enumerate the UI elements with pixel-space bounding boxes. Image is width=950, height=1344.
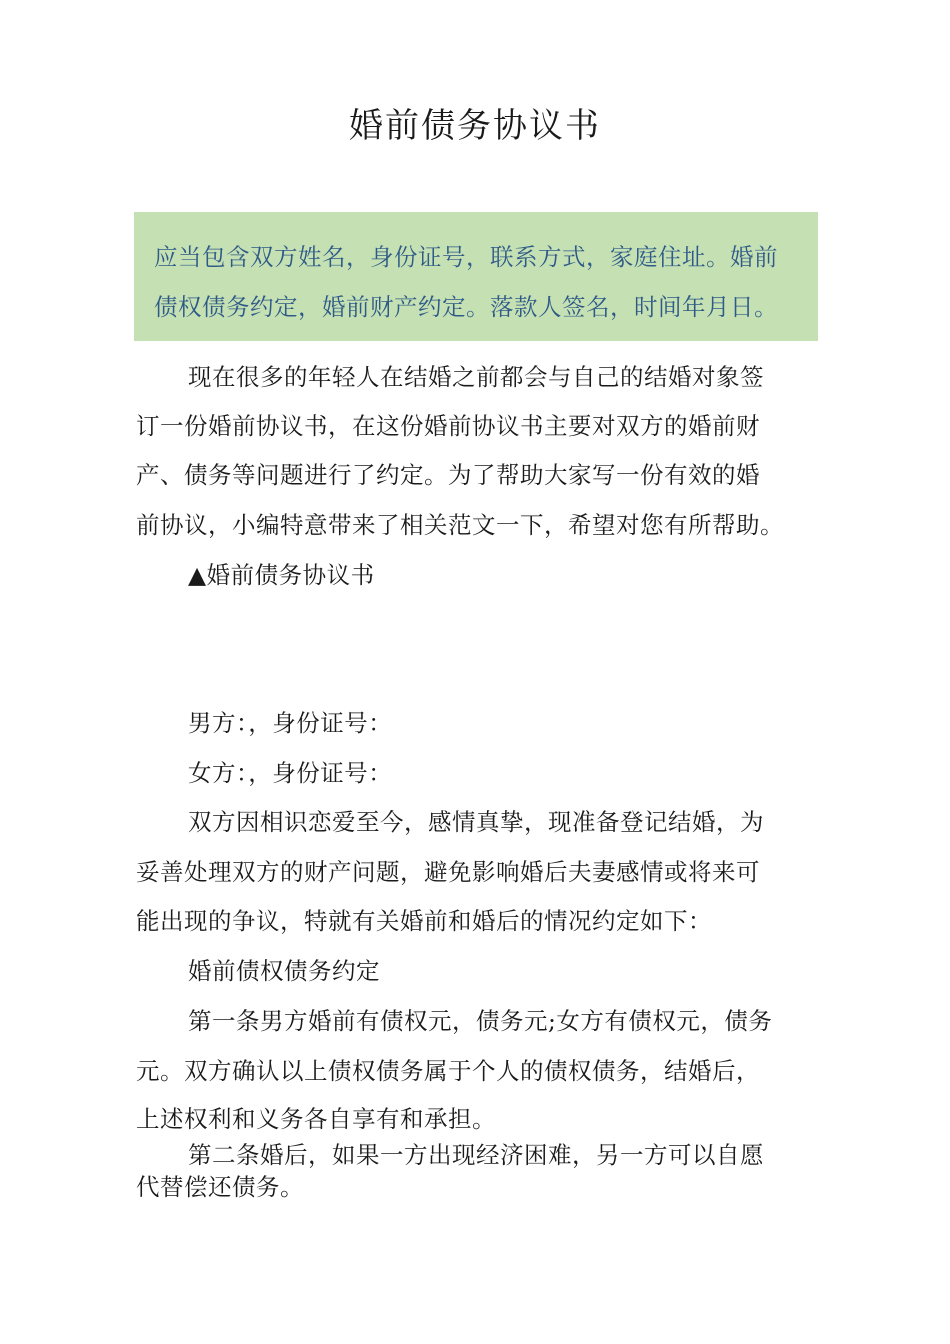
section-marker: ▲婚前债务协议书 bbox=[188, 561, 375, 589]
article-2-line: 代替偿还债务。 bbox=[136, 1173, 304, 1201]
article-1-line: 元。双方确认以上债权债务属于个人的债权债务，结婚后， bbox=[136, 1057, 760, 1085]
note-line: 债权债务约定，婚前财产约定。落款人签名，时间年月日。 bbox=[154, 293, 778, 321]
article-1-line: 第一条男方婚前有债权元，债务元;女方有债权元，债务 bbox=[188, 1007, 773, 1035]
note-line: 应当包含双方姓名，身份证号，联系方式，家庭住址。婚前 bbox=[154, 243, 778, 271]
female-party-line: 女方：，身份证号： bbox=[188, 759, 393, 787]
preamble-line: 能出现的争议，特就有关婚前和婚后的情况约定如下： bbox=[136, 907, 712, 935]
intro-line: 产、债务等问题进行了约定。为了帮助大家写一份有效的婚 bbox=[136, 461, 760, 489]
article-2-line: 第二条婚后，如果一方出现经济困难，另一方可以自愿 bbox=[188, 1141, 764, 1169]
article-1-line: 上述权利和义务各自享有和承担。 bbox=[136, 1105, 496, 1133]
document-title: 婚前债务协议书 bbox=[349, 106, 601, 146]
section-heading: 婚前债权债务约定 bbox=[188, 957, 380, 985]
template-note-box bbox=[134, 212, 818, 341]
intro-line: 前协议，小编特意带来了相关范文一下，希望对您有所帮助。 bbox=[136, 511, 784, 539]
preamble-line: 妥善处理双方的财产问题，避免影响婚后夫妻感情或将来可 bbox=[136, 858, 760, 886]
preamble-line: 双方因相识恋爱至今，感情真挚，现准备登记结婚，为 bbox=[188, 808, 764, 836]
intro-line: 现在很多的年轻人在结婚之前都会与自己的结婚对象签 bbox=[188, 363, 764, 391]
intro-line: 订一份婚前协议书，在这份婚前协议书主要对双方的婚前财 bbox=[136, 412, 760, 440]
male-party-line: 男方：，身份证号： bbox=[188, 709, 393, 737]
